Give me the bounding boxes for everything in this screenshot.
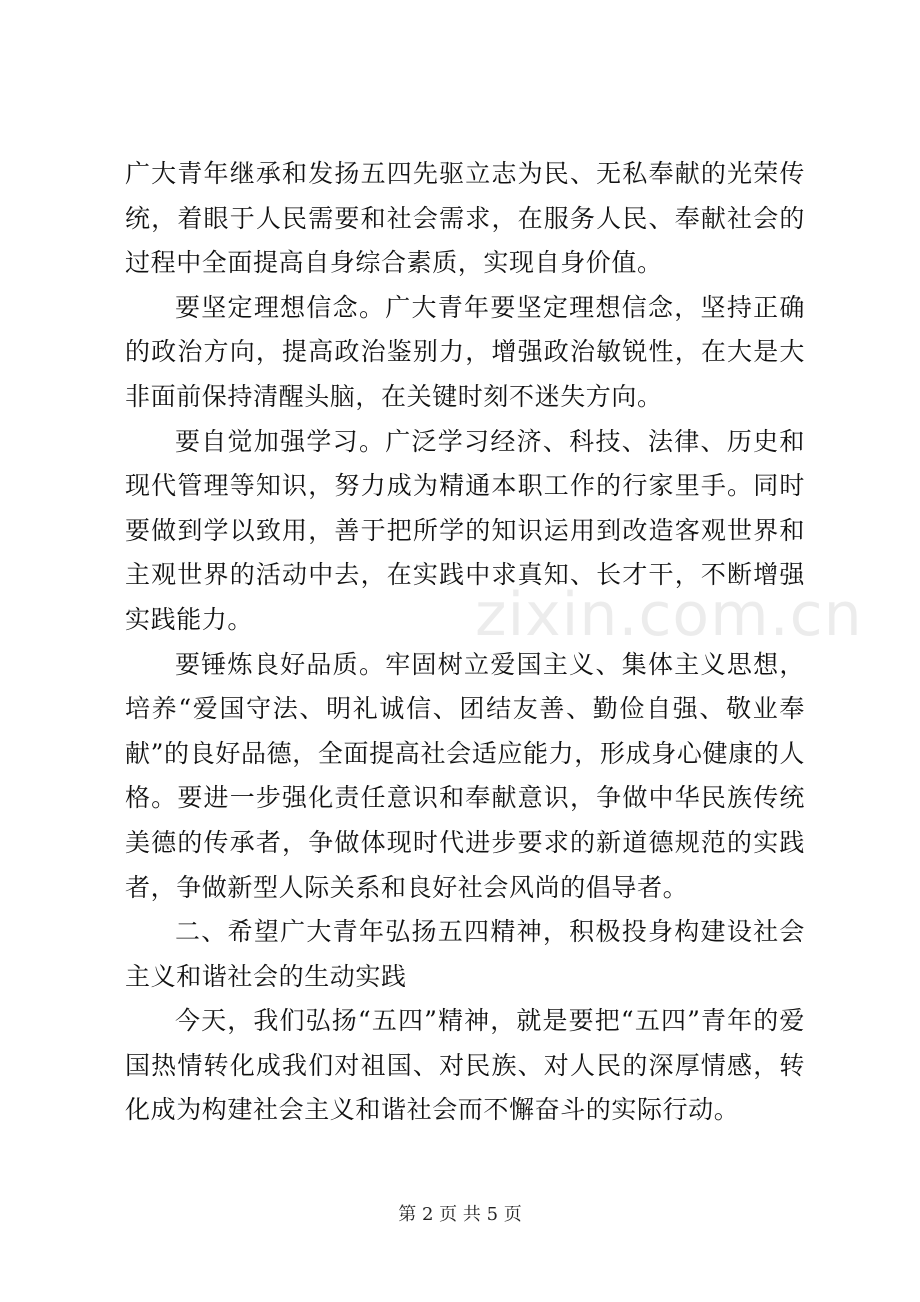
watermark: zixin.com.cn bbox=[475, 580, 863, 650]
page-number-footer: 第 2 页 共 5 页 bbox=[398, 1204, 522, 1225]
document-body bbox=[125, 152, 805, 1133]
paragraph: 要自觉加强学习。广泛学习经济、科技、法律、历史和现代管理等知识，努力成为精通本职工作的行家里手。同时要做到学以致用，善于把所学的知识运用到改造客观世界和主观世界的活动中去，在实践中求真知、长才干，不断增强实践能力。 bbox=[125, 426, 805, 634]
paragraph: 要坚定理想信念。广大青年要坚定理想信念，坚持正确的政治方向，提高政治鉴别力，增强政治敏锐性，在大是大非面前保持清醒头脑，在关键时刻不迷失方向。 bbox=[125, 292, 805, 411]
paragraph: 今天，我们弘扬“五四”精神，就是要把“五四”青年的爱国热情转化成我们对祖国、对民族、对人民的深厚情感，转化成为构建社会主义和谐社会而不懈奋斗的实际行动。 bbox=[125, 1006, 805, 1125]
section-heading: 二、希望广大青年弘扬五四精神，积极投身构建设社会主义和谐社会的生动实践 bbox=[125, 917, 805, 991]
paragraph: 要锤炼良好品质。牢固树立爱国主义、集体主义思想，培养“爱国守法、明礼诚信、团结友善、勤俭自强、敬业奉献”的良好品德，全面提高社会适应能力，形成身心健康的人格。要进一步强化责任意识和奉献意识，争做中华民族传统美德的传承者，争做体现时代进步要求的新道德规范的实践者，争做新型人际关系和良好社会风尚的倡导者。 bbox=[125, 649, 805, 902]
paragraph: 广大青年继承和发扬五四先驱立志为民、无私奉献的光荣传统，着眼于人民需要和社会需求，在服务人民、奉献社会的过程中全面提高自身综合素质，实现自身价值。 bbox=[125, 159, 805, 278]
